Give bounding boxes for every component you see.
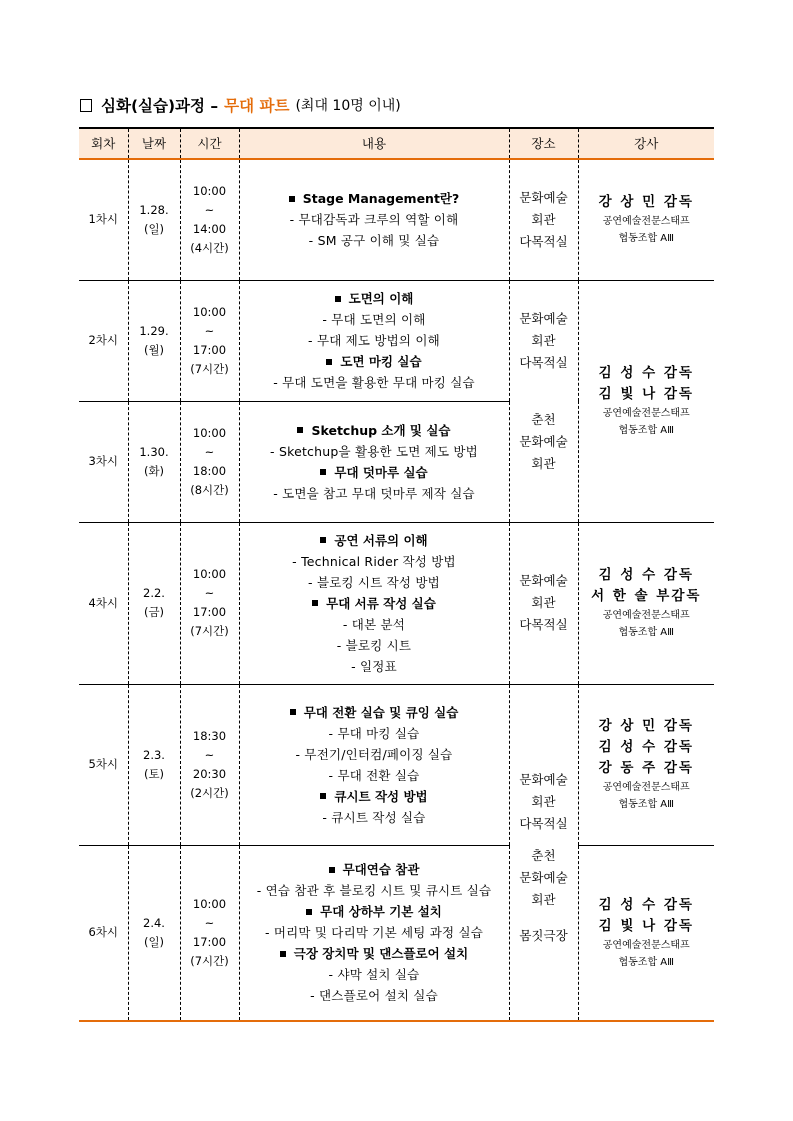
col-header-content: 내용	[239, 128, 509, 159]
round-cell: 6차시	[79, 845, 128, 1021]
heading-accent: 무대 파트	[224, 97, 290, 115]
round-cell: 1차시	[79, 159, 128, 280]
round-cell: 5차시	[79, 684, 128, 845]
table-row	[79, 280, 714, 401]
content-cell: Sketchup 소개 및 실습 - Sketchup을 활용한 도면 제도 방법 무대 덧마루 실습 - 도면을 참고 무대 덧마루 제작 실습	[239, 401, 509, 522]
col-header-venue: 장소	[509, 128, 578, 159]
time-cell: 18:30 ~ 20:30 (2시간)	[180, 684, 239, 845]
table-row	[79, 845, 714, 1021]
table-row	[79, 522, 714, 684]
table-row	[79, 684, 714, 845]
section-heading	[80, 94, 401, 116]
heading-prefix: 심화(실습)과정 –	[101, 97, 219, 115]
time-cell: 10:00 ~ 17:00 (7시간)	[180, 280, 239, 401]
instructor-cell: 강 상 민 감독 김 성 수 감독 강 동 주 감독 공연예술전문스태프 협동조합 AⅢ	[578, 684, 714, 845]
round-cell: 2차시	[79, 280, 128, 401]
content-cell: Stage Management란? - 무대감독과 크루의 역할 이해 - SM 공구 이해 및 실습	[239, 159, 509, 280]
time-cell: 10:00 ~ 14:00 (4시간)	[180, 159, 239, 280]
date-cell: 2.3. (토)	[128, 684, 180, 845]
round-cell: 3차시	[79, 401, 128, 522]
date-cell: 2.4. (일)	[128, 845, 180, 1021]
date-cell: 1.28. (일)	[128, 159, 180, 280]
col-header-time: 시간	[180, 128, 239, 159]
venue-cell: 춘천 문화예술 회관 몸짓극장	[509, 845, 578, 1021]
venue-cell: 문화예술 회관 다목적실	[509, 684, 578, 845]
content-cell: 무대 전환 실습 및 큐잉 실습 - 무대 마킹 실습 - 무전기/인터컴/페이징 실습 - 무대 전환 실습 큐시트 작성 방법 - 큐시트 작성 실습	[239, 684, 509, 845]
content-cell: 도면의 이해 - 무대 도면의 이해 - 무대 제도 방법의 이해 도면 마킹 실습 - 무대 도면을 활용한 무대 마킹 실습	[239, 280, 509, 401]
table-header-row	[79, 128, 714, 159]
venue-cell: 문화예술 회관 다목적실	[509, 280, 578, 401]
date-cell: 1.30. (화)	[128, 401, 180, 522]
time-cell: 10:00 ~ 18:00 (8시간)	[180, 401, 239, 522]
col-header-date: 날짜	[128, 128, 180, 159]
time-cell: 10:00 ~ 17:00 (7시간)	[180, 522, 239, 684]
col-header-round: 회차	[79, 128, 128, 159]
date-cell: 2.2. (금)	[128, 522, 180, 684]
instructor-cell: 김 성 수 감독 김 빛 나 감독 공연예술전문스태프 협동조합 AⅢ	[578, 280, 714, 522]
venue-cell: 문화예술 회관 다목적실	[509, 522, 578, 684]
date-cell: 1.29. (월)	[128, 280, 180, 401]
content-cell: 공연 서류의 이해 - Technical Rider 작성 방법 - 블로킹 시트 작성 방법 무대 서류 작성 실습 - 대본 분석 - 블로킹 시트 - 일정표	[239, 522, 509, 684]
round-cell: 4차시	[79, 522, 128, 684]
table-row	[79, 159, 714, 280]
schedule-table	[79, 127, 714, 1022]
instructor-cell: 김 성 수 감독 서 한 솔 부감독 공연예술전문스태프 협동조합 AⅢ	[578, 522, 714, 684]
content-cell: 무대연습 참관 - 연습 참관 후 블로킹 시트 및 큐시트 실습 무대 상하부 기본 설치 - 머리막 및 다리막 기본 세팅 과정 실습 극장 장치막 및 댄스플로어 설치 - 샤막 설치 실습 - 댄스플로어 설치 실습	[239, 845, 509, 1021]
instructor-cell: 김 성 수 감독 김 빛 나 감독 공연예술전문스태프 협동조합 AⅢ	[578, 845, 714, 1021]
venue-cell: 춘천 문화예술 회관	[509, 401, 578, 522]
instructor-cell: 강 상 민 감독 공연예술전문스태프 협동조합 AⅢ	[578, 159, 714, 280]
col-header-instructor: 강사	[578, 128, 714, 159]
time-cell: 10:00 ~ 17:00 (7시간)	[180, 845, 239, 1021]
venue-cell: 문화예술 회관 다목적실	[509, 159, 578, 280]
checkbox-icon	[80, 99, 92, 112]
heading-suffix: (최대 10명 이내)	[295, 98, 401, 114]
